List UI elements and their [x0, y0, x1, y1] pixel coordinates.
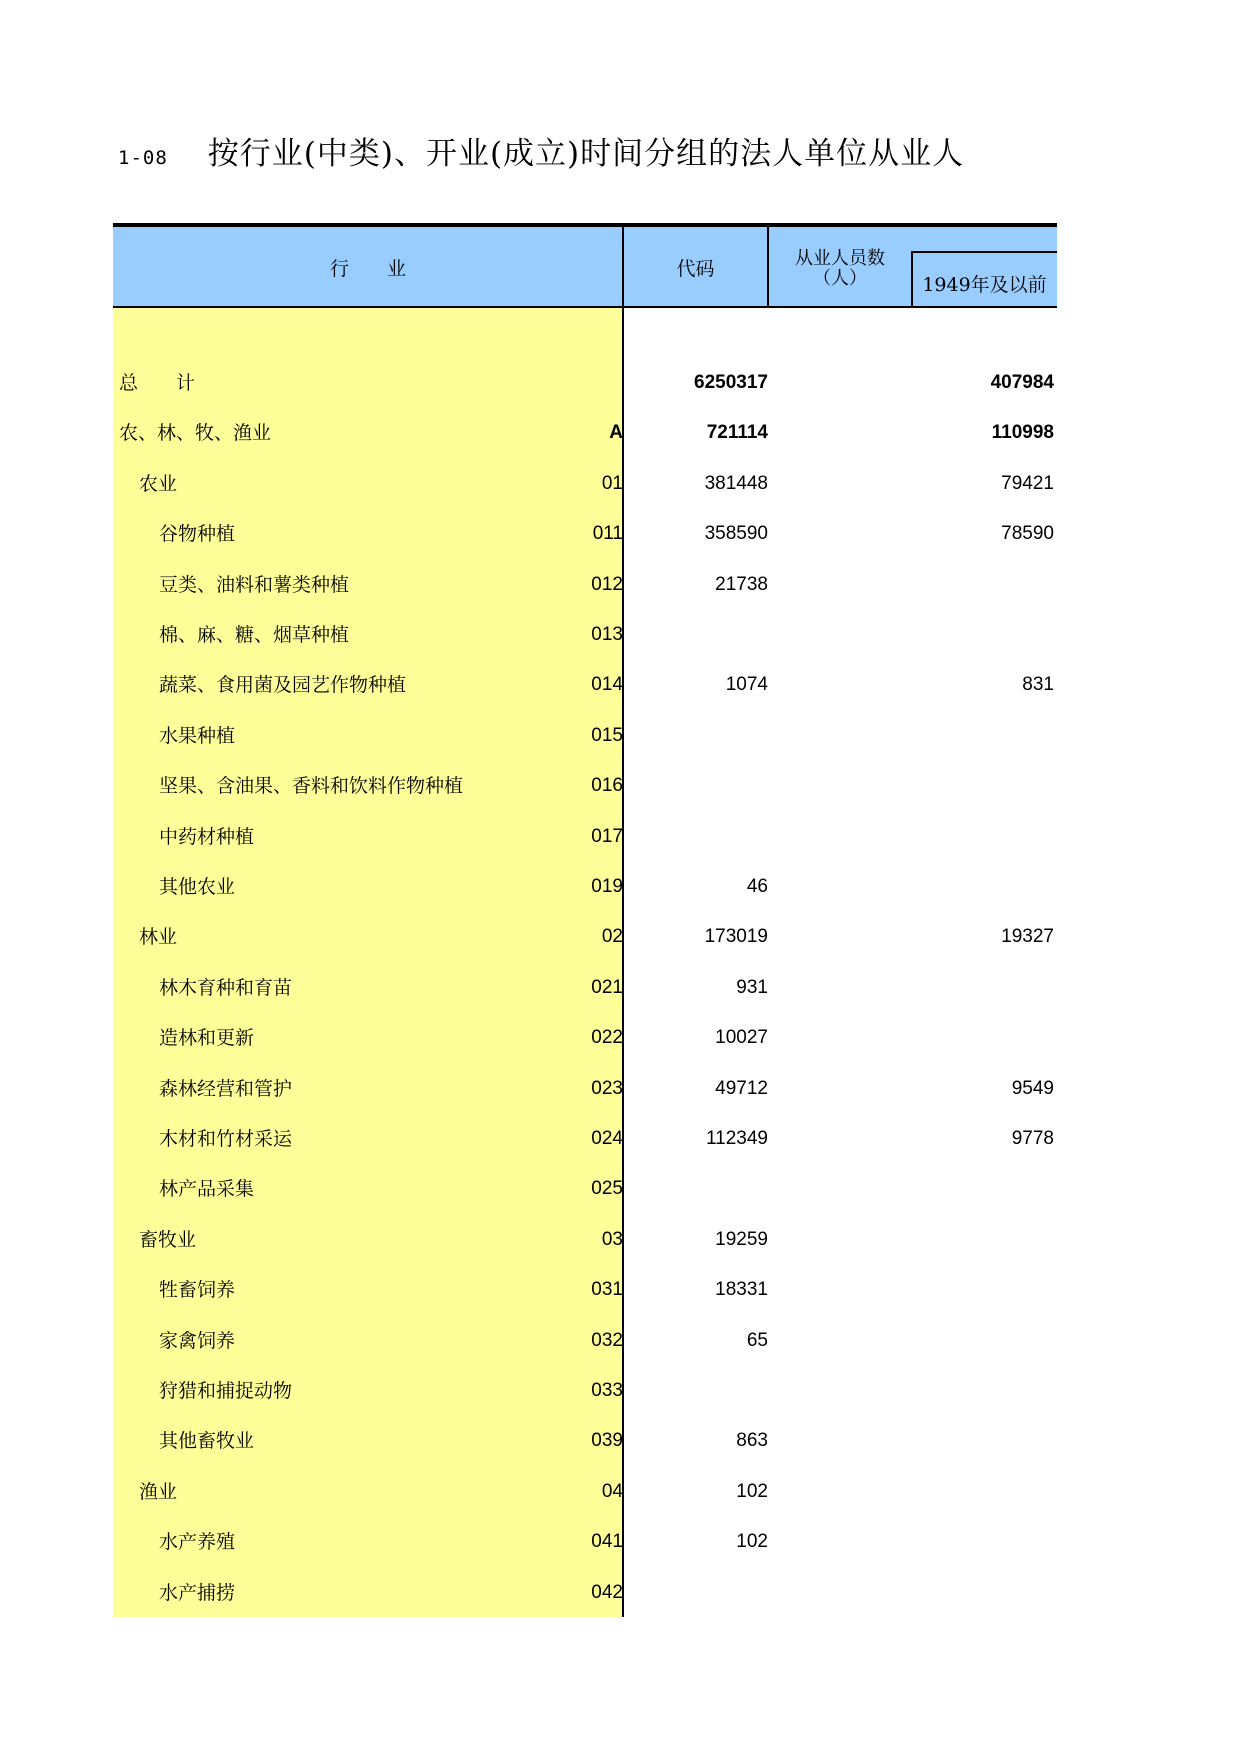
industry-name: 林木育种和育苗	[159, 976, 293, 999]
table-row	[113, 1064, 1057, 1114]
industry-code: 015	[591, 724, 623, 746]
employees-total: 21738	[715, 573, 768, 595]
employees-total: 46	[746, 876, 768, 897]
employees-total: 19259	[715, 1228, 768, 1250]
table-number: 1-08	[118, 147, 168, 169]
employees-total: 173019	[704, 926, 768, 948]
industry-name: 水果种植	[159, 724, 236, 747]
employees-total: 931	[736, 976, 768, 998]
subheader-line	[912, 251, 1057, 253]
table-row	[113, 862, 1057, 912]
header-employees: 从业人员数	[795, 248, 885, 269]
table-title-text: 按行业(中类)、开业(成立)时间分组的法人单位从业人	[207, 136, 965, 172]
table-row	[113, 358, 1057, 408]
table-row	[113, 610, 1057, 660]
employees-1949: 407984	[990, 372, 1054, 393]
table-row	[113, 812, 1057, 862]
industry-code: 039	[591, 1430, 623, 1452]
table-row	[113, 560, 1057, 610]
industry-name: 造林和更新	[159, 1027, 255, 1050]
employees-total: 112349	[706, 1128, 768, 1149]
industry-name: 家禽饲养	[159, 1329, 236, 1352]
table-row	[113, 408, 1057, 458]
industry-code: 031	[591, 1279, 623, 1301]
table-row	[113, 1114, 1057, 1164]
industry-name: 棉、麻、糖、烟草种植	[159, 624, 350, 646]
industry-name: 林产品采集	[159, 1178, 255, 1201]
table-row	[113, 912, 1057, 962]
table-row	[113, 963, 1057, 1013]
industry-code: 024	[591, 1128, 623, 1149]
industry-code: A	[609, 422, 623, 444]
table-row	[113, 761, 1057, 811]
industry-name: 渔业	[139, 1480, 178, 1503]
industry-code: 019	[591, 876, 623, 897]
table-row	[113, 1215, 1057, 1265]
header-employees-unit: （人）	[813, 268, 867, 289]
divider	[622, 227, 624, 308]
employees-1949: 110998	[991, 422, 1054, 444]
industry-name: 林业	[139, 926, 178, 949]
industry-name: 谷物种植	[159, 523, 236, 546]
industry-name: 坚果、含油果、香料和饮料作物种植	[159, 775, 464, 798]
industry-name: 中药材种植	[159, 825, 255, 848]
industry-name: 其他畜牧业	[159, 1430, 255, 1453]
industry-code: 023	[591, 1077, 623, 1099]
table-row	[113, 1568, 1057, 1618]
table-row	[113, 660, 1057, 710]
header-1949: 1949年及以前	[922, 274, 1047, 296]
industry-code: 017	[591, 825, 623, 847]
employees-total: 10027	[715, 1027, 768, 1049]
industry-code: 016	[591, 775, 623, 797]
employees-total: 102	[736, 1480, 768, 1502]
employees-total: 65	[746, 1329, 768, 1351]
industry-name: 森林经营和管护	[159, 1077, 293, 1100]
employees-total: 721114	[706, 422, 768, 444]
industry-name: 水产养殖	[159, 1531, 236, 1554]
industry-code: 014	[591, 674, 623, 696]
employees-1949: 19327	[1001, 926, 1054, 948]
industry-name: 畜牧业	[139, 1228, 197, 1251]
table-row	[113, 1416, 1057, 1466]
industry-code: 032	[591, 1329, 623, 1351]
table-row	[113, 711, 1057, 761]
industry-name: 农业	[139, 472, 178, 495]
industry-code: 02	[601, 926, 623, 948]
table-row	[113, 1316, 1057, 1366]
industry-name: 牲畜饲养	[159, 1279, 236, 1302]
industry-code: 013	[591, 624, 623, 645]
divider	[767, 227, 769, 308]
industry-name: 总 计	[119, 372, 196, 394]
industry-code: 042	[591, 1581, 623, 1603]
table-row	[113, 1517, 1057, 1567]
industry-name: 狩猎和捕捉动物	[159, 1380, 293, 1402]
industry-name: 其他农业	[159, 876, 236, 898]
header-code: 代码	[676, 258, 715, 280]
employees-total: 381448	[704, 472, 768, 494]
table-row	[113, 1013, 1057, 1063]
table-row	[113, 1164, 1057, 1214]
industry-code: 012	[591, 573, 623, 595]
employees-total: 49712	[715, 1077, 768, 1099]
table-row	[113, 459, 1057, 509]
industry-name: 水产捕捞	[159, 1581, 236, 1604]
employees-1949: 9549	[1011, 1077, 1054, 1099]
industry-code: 03	[601, 1228, 623, 1250]
industry-code: 011	[592, 523, 623, 545]
employees-total: 18331	[715, 1279, 768, 1301]
table-title	[118, 128, 964, 173]
industry-name: 农、林、牧、渔业	[119, 422, 272, 445]
industry-code: 033	[591, 1380, 623, 1401]
industry-code: 021	[591, 976, 623, 998]
header-industry: 行 业	[329, 258, 406, 280]
table-row	[113, 1265, 1057, 1315]
industry-code: 041	[591, 1531, 623, 1553]
industry-name: 豆类、油料和薯类种植	[159, 573, 350, 596]
table-row	[113, 1366, 1057, 1416]
employees-1949: 79421	[1001, 472, 1054, 494]
industry-code: 022	[591, 1027, 623, 1049]
employees-total: 1074	[725, 674, 768, 696]
table-row	[113, 1467, 1057, 1517]
industry-code: 025	[591, 1178, 623, 1200]
employees-total: 863	[736, 1430, 768, 1452]
table-row	[113, 509, 1057, 559]
employees-1949: 9778	[1011, 1128, 1054, 1149]
employees-total: 6250317	[694, 372, 768, 393]
employees-1949: 78590	[1001, 523, 1054, 545]
employees-total: 102	[736, 1531, 768, 1553]
industry-code: 04	[601, 1480, 623, 1502]
industry-name: 蔬菜、食用菌及园艺作物种植	[159, 674, 407, 697]
employees-1949: 831	[1022, 674, 1054, 696]
industry-name: 木材和竹材采运	[159, 1128, 293, 1150]
industry-code: 01	[601, 472, 623, 494]
employees-total: 358590	[704, 523, 768, 545]
divider	[911, 251, 913, 308]
